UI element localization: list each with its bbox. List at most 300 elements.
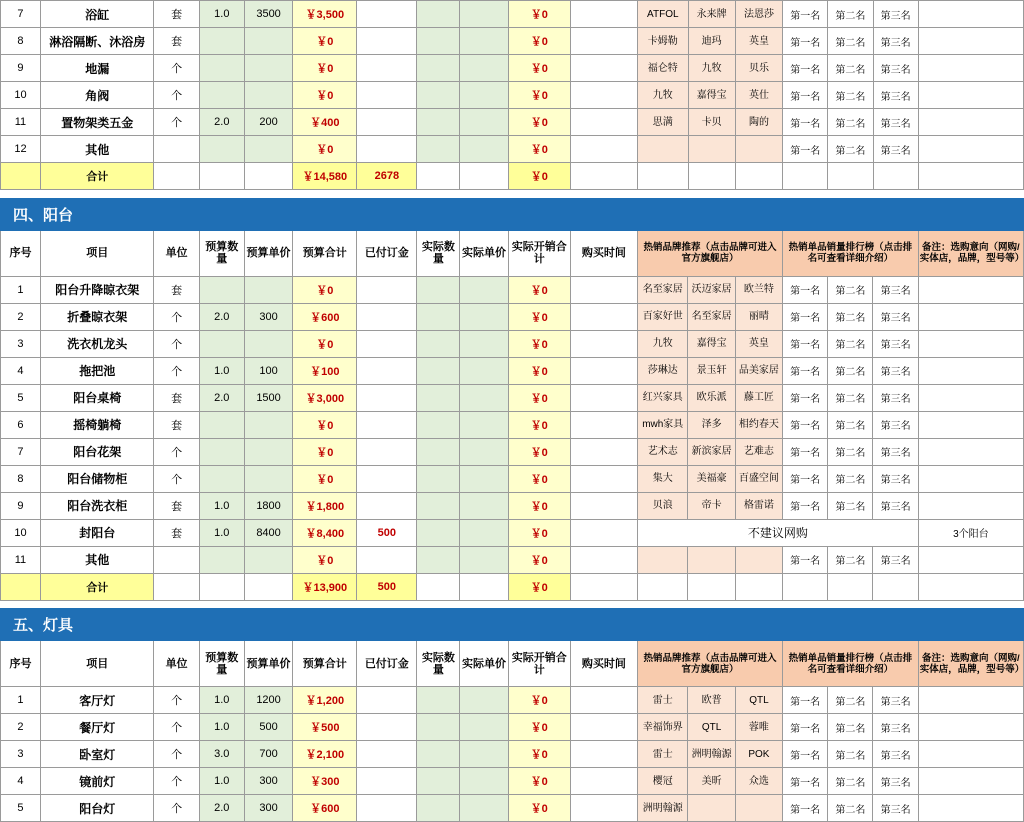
row-budget-price[interactable]: 1800 — [244, 492, 292, 519]
item-rank-3[interactable]: 第三名 — [873, 768, 918, 795]
brand-rec-3[interactable]: 品美家居 — [735, 357, 782, 384]
row-note[interactable] — [918, 109, 1023, 136]
brand-rec-3[interactable] — [735, 136, 782, 163]
item-rank-2[interactable]: 第二名 — [828, 28, 873, 55]
row-buy-date[interactable] — [570, 714, 637, 741]
brand-rec-2[interactable]: 沃迈家居 — [688, 276, 735, 303]
row-actual-price[interactable] — [460, 519, 508, 546]
row-paid[interactable]: 500 — [357, 519, 417, 546]
row-actual-price[interactable] — [460, 384, 508, 411]
row-note[interactable] — [918, 465, 1023, 492]
row-budget-qty[interactable] — [199, 546, 244, 573]
row-budget-price[interactable]: 100 — [244, 357, 292, 384]
item-rank-3[interactable]: 第三名 — [873, 1, 918, 28]
row-buy-date[interactable] — [570, 438, 637, 465]
item-rank-1[interactable]: 第一名 — [783, 109, 828, 136]
brand-rec-1[interactable]: mwh家具 — [638, 411, 688, 438]
row-note[interactable] — [918, 714, 1023, 741]
brand-rec-3[interactable]: 英皇 — [735, 28, 782, 55]
item-rank-3[interactable]: 第三名 — [873, 741, 918, 768]
brand-rec-1[interactable]: 莎琳达 — [638, 357, 688, 384]
row-actual-price[interactable] — [460, 82, 508, 109]
row-budget-qty[interactable]: 1.0 — [199, 768, 244, 795]
row-budget-total: ￥400 — [293, 109, 357, 136]
item-rank-3[interactable]: 第三名 — [873, 465, 918, 492]
item-rank-2[interactable]: 第二名 — [828, 714, 873, 741]
row-actual-price[interactable] — [460, 109, 508, 136]
total-r1 — [783, 163, 828, 190]
row-note[interactable] — [918, 136, 1023, 163]
row-budget-price[interactable]: 300 — [244, 795, 292, 822]
item-rank-2[interactable]: 第二名 — [828, 546, 873, 573]
row-budget-qty[interactable] — [199, 330, 244, 357]
row-buy-date[interactable] — [570, 82, 637, 109]
row-budget-qty[interactable] — [199, 82, 244, 109]
row-buy-date[interactable] — [570, 687, 637, 714]
item-rank-2[interactable]: 第二名 — [828, 1, 873, 28]
row-actual-qty[interactable] — [417, 741, 460, 768]
header-note: 备注：选购意向（网购/实体店，品牌，型号等） — [918, 641, 1023, 687]
row-actual-price[interactable] — [460, 55, 508, 82]
brand-rec-1[interactable]: 百家好世 — [638, 303, 688, 330]
row-paid[interactable] — [357, 465, 417, 492]
row-buy-date[interactable] — [570, 330, 637, 357]
item-rank-1[interactable]: 第一名 — [783, 687, 828, 714]
brand-rec-2[interactable]: 景玉轩 — [688, 357, 735, 384]
item-rank-1[interactable]: 第一名 — [783, 384, 828, 411]
brand-rec-2[interactable]: 嘉得宝 — [688, 330, 735, 357]
row-budget-price[interactable]: 1200 — [244, 687, 292, 714]
row-note[interactable] — [918, 1, 1023, 28]
row-budget-price[interactable]: 8400 — [244, 519, 292, 546]
row-note[interactable] — [918, 768, 1023, 795]
brand-rec-2[interactable]: 新滨家居 — [688, 438, 735, 465]
row-paid[interactable] — [357, 109, 417, 136]
row-note[interactable] — [918, 55, 1023, 82]
row-note[interactable] — [918, 357, 1023, 384]
row-budget-qty[interactable]: 1.0 — [199, 714, 244, 741]
row-item: 其他 — [40, 546, 154, 573]
row-actual-qty[interactable] — [417, 55, 460, 82]
row-actual-qty[interactable] — [417, 492, 460, 519]
item-rank-2[interactable]: 第二名 — [828, 82, 873, 109]
brand-rec-3[interactable]: 相约春天 — [735, 411, 782, 438]
row-actual-price[interactable] — [460, 411, 508, 438]
item-rank-3[interactable]: 第三名 — [873, 330, 918, 357]
item-rank-1[interactable]: 第一名 — [783, 303, 828, 330]
row-actual-qty[interactable] — [417, 330, 460, 357]
row-note[interactable] — [918, 276, 1023, 303]
item-rank-1[interactable]: 第一名 — [783, 55, 828, 82]
row-actual-qty[interactable] — [417, 136, 460, 163]
item-rank-3[interactable]: 第三名 — [873, 795, 918, 822]
item-rank-3[interactable]: 第三名 — [873, 546, 918, 573]
row-note[interactable] — [918, 438, 1023, 465]
row-note[interactable] — [918, 28, 1023, 55]
item-rank-2[interactable]: 第二名 — [828, 438, 873, 465]
item-rank-2[interactable]: 第二名 — [828, 411, 873, 438]
brand-rec-2[interactable]: 洲明翰源 — [688, 741, 735, 768]
row-paid[interactable] — [357, 411, 417, 438]
row-item: 拖把池 — [40, 357, 154, 384]
row-budget-qty[interactable] — [199, 55, 244, 82]
row-actual-price[interactable] — [460, 795, 508, 822]
row-actual-qty[interactable] — [417, 276, 460, 303]
item-rank-3[interactable]: 第三名 — [873, 357, 918, 384]
row-budget-price[interactable]: 300 — [244, 768, 292, 795]
brand-rec-3[interactable]: 艺难志 — [735, 438, 782, 465]
brand-rec-1[interactable]: 福仑特 — [638, 55, 688, 82]
row-note[interactable]: 3个阳台 — [918, 519, 1023, 546]
row-budget-price[interactable]: 700 — [244, 741, 292, 768]
table-row — [1, 714, 1024, 741]
brand-rec-2[interactable]: 帝卡 — [688, 492, 735, 519]
brand-rec-1[interactable]: 洲明翰源 — [638, 795, 688, 822]
row-budget-price[interactable] — [244, 330, 292, 357]
row-budget-price[interactable] — [244, 465, 292, 492]
row-note[interactable] — [918, 303, 1023, 330]
item-rank-2[interactable]: 第二名 — [828, 55, 873, 82]
brand-rec-3[interactable]: 英仕 — [735, 82, 782, 109]
row-actual-price[interactable] — [460, 28, 508, 55]
item-rank-3[interactable]: 第三名 — [873, 411, 918, 438]
row-note[interactable] — [918, 492, 1023, 519]
row-actual-price[interactable] — [460, 357, 508, 384]
row-budget-price[interactable] — [244, 55, 292, 82]
item-rank-1[interactable]: 第一名 — [783, 546, 828, 573]
brand-rec-3[interactable]: QTL — [735, 687, 782, 714]
item-rank-1[interactable]: 第一名 — [783, 276, 828, 303]
item-rank-2[interactable]: 第二名 — [828, 276, 873, 303]
item-rank-2[interactable]: 第二名 — [828, 741, 873, 768]
row-actual-price[interactable] — [460, 687, 508, 714]
row-budget-price[interactable]: 300 — [244, 303, 292, 330]
brand-rec-2[interactable]: 美福豪 — [688, 465, 735, 492]
row-budget-qty[interactable]: 2.0 — [199, 303, 244, 330]
table-row — [1, 411, 1024, 438]
row-paid[interactable] — [357, 768, 417, 795]
row-actual-price[interactable] — [460, 741, 508, 768]
row-budget-qty[interactable] — [199, 465, 244, 492]
row-paid[interactable] — [357, 687, 417, 714]
brand-rec-3[interactable]: 丽晴 — [735, 303, 782, 330]
item-rank-2[interactable]: 第二名 — [828, 795, 873, 822]
brand-rec-3[interactable]: 百盛空间 — [735, 465, 782, 492]
section-title: 五、灯具 — [1, 609, 1024, 641]
row-actual-qty[interactable] — [417, 438, 460, 465]
brand-rec-2[interactable]: QTL — [688, 714, 735, 741]
brand-rec-1[interactable]: 九牧 — [638, 82, 688, 109]
row-budget-qty[interactable]: 2.0 — [199, 384, 244, 411]
brand-rec-1[interactable]: 九牧 — [638, 330, 688, 357]
item-rank-3[interactable]: 第三名 — [873, 55, 918, 82]
item-rank-1[interactable]: 第一名 — [783, 465, 828, 492]
row-actual-qty[interactable] — [417, 82, 460, 109]
row-budget-price[interactable] — [244, 438, 292, 465]
row-paid[interactable] — [357, 492, 417, 519]
brand-rec-2[interactable]: 名至家居 — [688, 303, 735, 330]
row-actual-price[interactable] — [460, 492, 508, 519]
row-budget-qty[interactable] — [199, 438, 244, 465]
row-paid[interactable] — [357, 741, 417, 768]
row-actual-price[interactable] — [460, 438, 508, 465]
brand-rec-1[interactable]: 艺术志 — [638, 438, 688, 465]
item-rank-2[interactable]: 第二名 — [828, 465, 873, 492]
item-rank-2[interactable]: 第二名 — [828, 492, 873, 519]
row-buy-date[interactable] — [570, 519, 637, 546]
row-actual-price[interactable] — [460, 276, 508, 303]
brand-rec-1[interactable]: ATFOL — [638, 1, 688, 28]
total-actual-total: ￥0 — [508, 163, 570, 190]
row-buy-date[interactable] — [570, 384, 637, 411]
row-buy-date[interactable] — [570, 276, 637, 303]
row-actual-price[interactable] — [460, 465, 508, 492]
row-budget-price[interactable]: 500 — [244, 714, 292, 741]
row-budget-qty[interactable]: 1.0 — [199, 492, 244, 519]
item-rank-3[interactable]: 第三名 — [873, 303, 918, 330]
item-rank-2[interactable]: 第二名 — [828, 384, 873, 411]
row-actual-qty[interactable] — [417, 465, 460, 492]
brand-rec-2[interactable]: 卡贝 — [688, 109, 735, 136]
row-actual-qty[interactable] — [417, 28, 460, 55]
row-budget-qty[interactable]: 1.0 — [199, 357, 244, 384]
row-paid[interactable] — [357, 303, 417, 330]
row-budget-price[interactable]: 200 — [244, 109, 292, 136]
row-note[interactable] — [918, 687, 1023, 714]
row-note[interactable] — [918, 384, 1023, 411]
row-budget-qty[interactable]: 2.0 — [199, 109, 244, 136]
row-actual-qty[interactable] — [417, 795, 460, 822]
brand-rec-2[interactable] — [688, 136, 735, 163]
item-rank-3[interactable]: 第三名 — [873, 438, 918, 465]
brand-rec-3[interactable]: 陶的 — [735, 109, 782, 136]
header-actual-price: 实际单价 — [460, 641, 508, 687]
row-budget-price[interactable] — [244, 136, 292, 163]
brand-rec-3[interactable]: POK — [735, 741, 782, 768]
row-note[interactable] — [918, 411, 1023, 438]
item-rank-1[interactable]: 第一名 — [783, 330, 828, 357]
row-actual-qty[interactable] — [417, 303, 460, 330]
header-budget-total: 预算合计 — [293, 230, 357, 276]
row-paid[interactable] — [357, 330, 417, 357]
brand-rec-1[interactable]: 贝浪 — [638, 492, 688, 519]
brand-rec-1[interactable] — [638, 136, 688, 163]
brand-rec-2[interactable]: 九牧 — [688, 55, 735, 82]
item-rank-1[interactable]: 第一名 — [783, 357, 828, 384]
brand-rec-1[interactable]: 樱冠 — [638, 768, 688, 795]
item-rank-1[interactable]: 第一名 — [783, 438, 828, 465]
row-actual-price[interactable] — [460, 1, 508, 28]
brand-rec-2[interactable] — [688, 795, 735, 822]
brand-rec-1[interactable]: 红兴家具 — [638, 384, 688, 411]
row-actual-price[interactable] — [460, 303, 508, 330]
row-budget-qty[interactable]: 3.0 — [199, 741, 244, 768]
header-budget-qty: 预算数量 — [199, 641, 244, 687]
row-actual-qty[interactable] — [417, 714, 460, 741]
row-buy-date[interactable] — [570, 411, 637, 438]
row-buy-date[interactable] — [570, 136, 637, 163]
row-buy-date[interactable] — [570, 109, 637, 136]
row-buy-date[interactable] — [570, 303, 637, 330]
item-rank-3[interactable]: 第三名 — [873, 136, 918, 163]
row-budget-qty[interactable] — [199, 276, 244, 303]
item-rank-1[interactable]: 第一名 — [783, 768, 828, 795]
item-rank-1[interactable]: 第一名 — [783, 741, 828, 768]
item-rank-1[interactable]: 第一名 — [783, 714, 828, 741]
brand-rec-3[interactable]: 英皇 — [735, 330, 782, 357]
row-paid[interactable] — [357, 82, 417, 109]
row-paid[interactable] — [357, 55, 417, 82]
row-paid[interactable] — [357, 384, 417, 411]
row-budget-qty[interactable] — [199, 28, 244, 55]
brand-rec-2[interactable]: 欧普 — [688, 687, 735, 714]
item-rank-3[interactable]: 第三名 — [873, 492, 918, 519]
row-budget-price[interactable] — [244, 546, 292, 573]
row-budget-price[interactable] — [244, 28, 292, 55]
item-rank-2[interactable]: 第二名 — [828, 303, 873, 330]
row-actual-qty[interactable] — [417, 357, 460, 384]
item-rank-3[interactable]: 第三名 — [873, 82, 918, 109]
row-paid[interactable] — [357, 546, 417, 573]
row-buy-date[interactable] — [570, 741, 637, 768]
row-actual-qty[interactable] — [417, 411, 460, 438]
brand-rec-3[interactable] — [735, 795, 782, 822]
brand-rec-1[interactable] — [638, 546, 688, 573]
row-actual-qty[interactable] — [417, 546, 460, 573]
brand-rec-2[interactable]: 迪玛 — [688, 28, 735, 55]
row-actual-price[interactable] — [460, 546, 508, 573]
brand-rec-1[interactable]: 思满 — [638, 109, 688, 136]
row-budget-qty[interactable]: 2.0 — [199, 795, 244, 822]
row-note[interactable] — [918, 330, 1023, 357]
brand-rec-2[interactable]: 欧乐派 — [688, 384, 735, 411]
row-paid[interactable] — [357, 795, 417, 822]
item-rank-1[interactable]: 第一名 — [783, 411, 828, 438]
header-paid: 已付订金 — [357, 230, 417, 276]
item-rank-1[interactable]: 第一名 — [783, 136, 828, 163]
row-paid[interactable] — [357, 136, 417, 163]
row-note[interactable] — [918, 82, 1023, 109]
row-paid[interactable] — [357, 28, 417, 55]
brand-rec-3[interactable]: 藤工匠 — [735, 384, 782, 411]
item-rank-1[interactable]: 第一名 — [783, 492, 828, 519]
row-buy-date[interactable] — [570, 768, 637, 795]
row-buy-date[interactable] — [570, 55, 637, 82]
item-rank-2[interactable]: 第二名 — [828, 357, 873, 384]
item-rank-1[interactable]: 第一名 — [783, 82, 828, 109]
brand-rec-3[interactable]: 众选 — [735, 768, 782, 795]
brand-rec-3[interactable]: 法恩莎 — [735, 1, 782, 28]
item-rank-2[interactable]: 第二名 — [828, 109, 873, 136]
row-note[interactable] — [918, 795, 1023, 822]
brand-rec-3[interactable]: 蓉唯 — [735, 714, 782, 741]
total-b3 — [735, 573, 782, 600]
brand-rec-1[interactable]: 幸福饰界 — [638, 714, 688, 741]
row-actual-qty[interactable] — [417, 519, 460, 546]
row-actual-qty[interactable] — [417, 687, 460, 714]
row-budget-qty[interactable]: 1.0 — [199, 519, 244, 546]
brand-rec-3[interactable]: 格雷诺 — [735, 492, 782, 519]
item-rank-3[interactable]: 第三名 — [873, 276, 918, 303]
item-rank-2[interactable]: 第二名 — [828, 768, 873, 795]
row-budget-qty[interactable]: 1.0 — [199, 687, 244, 714]
row-buy-date[interactable] — [570, 546, 637, 573]
row-paid[interactable] — [357, 276, 417, 303]
brand-rec-1[interactable]: 集大 — [638, 465, 688, 492]
row-buy-date[interactable] — [570, 28, 637, 55]
row-paid[interactable] — [357, 357, 417, 384]
row-budget-total: ￥3,000 — [293, 384, 357, 411]
brand-rec-3[interactable]: 欧兰特 — [735, 276, 782, 303]
item-rank-2[interactable]: 第二名 — [828, 330, 873, 357]
row-budget-price[interactable] — [244, 411, 292, 438]
brand-rec-1[interactable]: 雷士 — [638, 687, 688, 714]
item-rank-1[interactable]: 第一名 — [783, 28, 828, 55]
total-buy-date — [570, 573, 637, 600]
row-buy-date[interactable] — [570, 492, 637, 519]
total-unit — [154, 163, 199, 190]
item-rank-2[interactable]: 第二名 — [828, 687, 873, 714]
brand-rec-2[interactable]: 泽多 — [688, 411, 735, 438]
row-actual-price[interactable] — [460, 768, 508, 795]
row-seq: 8 — [1, 28, 41, 55]
item-rank-3[interactable]: 第三名 — [873, 109, 918, 136]
brand-rec-1[interactable]: 雷士 — [638, 741, 688, 768]
row-actual-price[interactable] — [460, 714, 508, 741]
row-note[interactable] — [918, 546, 1023, 573]
row-budget-price[interactable]: 3500 — [244, 1, 292, 28]
row-budget-qty[interactable]: 1.0 — [199, 1, 244, 28]
row-buy-date[interactable] — [570, 795, 637, 822]
row-budget-price[interactable] — [244, 276, 292, 303]
row-paid[interactable] — [357, 438, 417, 465]
item-rank-3[interactable]: 第三名 — [873, 687, 918, 714]
row-buy-date[interactable] — [570, 1, 637, 28]
row-actual-qty[interactable] — [417, 1, 460, 28]
item-rank-1[interactable]: 第一名 — [783, 1, 828, 28]
row-actual-price[interactable] — [460, 136, 508, 163]
row-buy-date[interactable] — [570, 357, 637, 384]
row-paid[interactable] — [357, 714, 417, 741]
brand-rec-3[interactable]: 贝乐 — [735, 55, 782, 82]
brand-rec-1[interactable]: 名至家居 — [638, 276, 688, 303]
item-rank-3[interactable]: 第三名 — [873, 384, 918, 411]
brand-rec-2[interactable] — [688, 546, 735, 573]
row-unit: 个 — [154, 330, 199, 357]
item-rank-3[interactable]: 第三名 — [873, 714, 918, 741]
brand-rec-2[interactable]: 永来牌 — [688, 1, 735, 28]
brand-rec-3[interactable] — [735, 546, 782, 573]
row-actual-qty[interactable] — [417, 109, 460, 136]
row-actual-qty[interactable] — [417, 768, 460, 795]
brand-rec-2[interactable]: 美昕 — [688, 768, 735, 795]
item-rank-3[interactable]: 第三名 — [873, 28, 918, 55]
row-buy-date[interactable] — [570, 465, 637, 492]
row-budget-price[interactable] — [244, 82, 292, 109]
brand-rec-1[interactable]: 卡姆勒 — [638, 28, 688, 55]
row-budget-qty[interactable] — [199, 136, 244, 163]
row-actual-qty[interactable] — [417, 384, 460, 411]
brand-rec-2[interactable]: 嘉得宝 — [688, 82, 735, 109]
row-actual-total: ￥0 — [508, 384, 570, 411]
row-budget-price[interactable]: 1500 — [244, 384, 292, 411]
row-budget-qty[interactable] — [199, 411, 244, 438]
row-actual-price[interactable] — [460, 330, 508, 357]
item-rank-2[interactable]: 第二名 — [828, 136, 873, 163]
item-rank-1[interactable]: 第一名 — [783, 795, 828, 822]
row-note[interactable] — [918, 741, 1023, 768]
row-paid[interactable] — [357, 1, 417, 28]
